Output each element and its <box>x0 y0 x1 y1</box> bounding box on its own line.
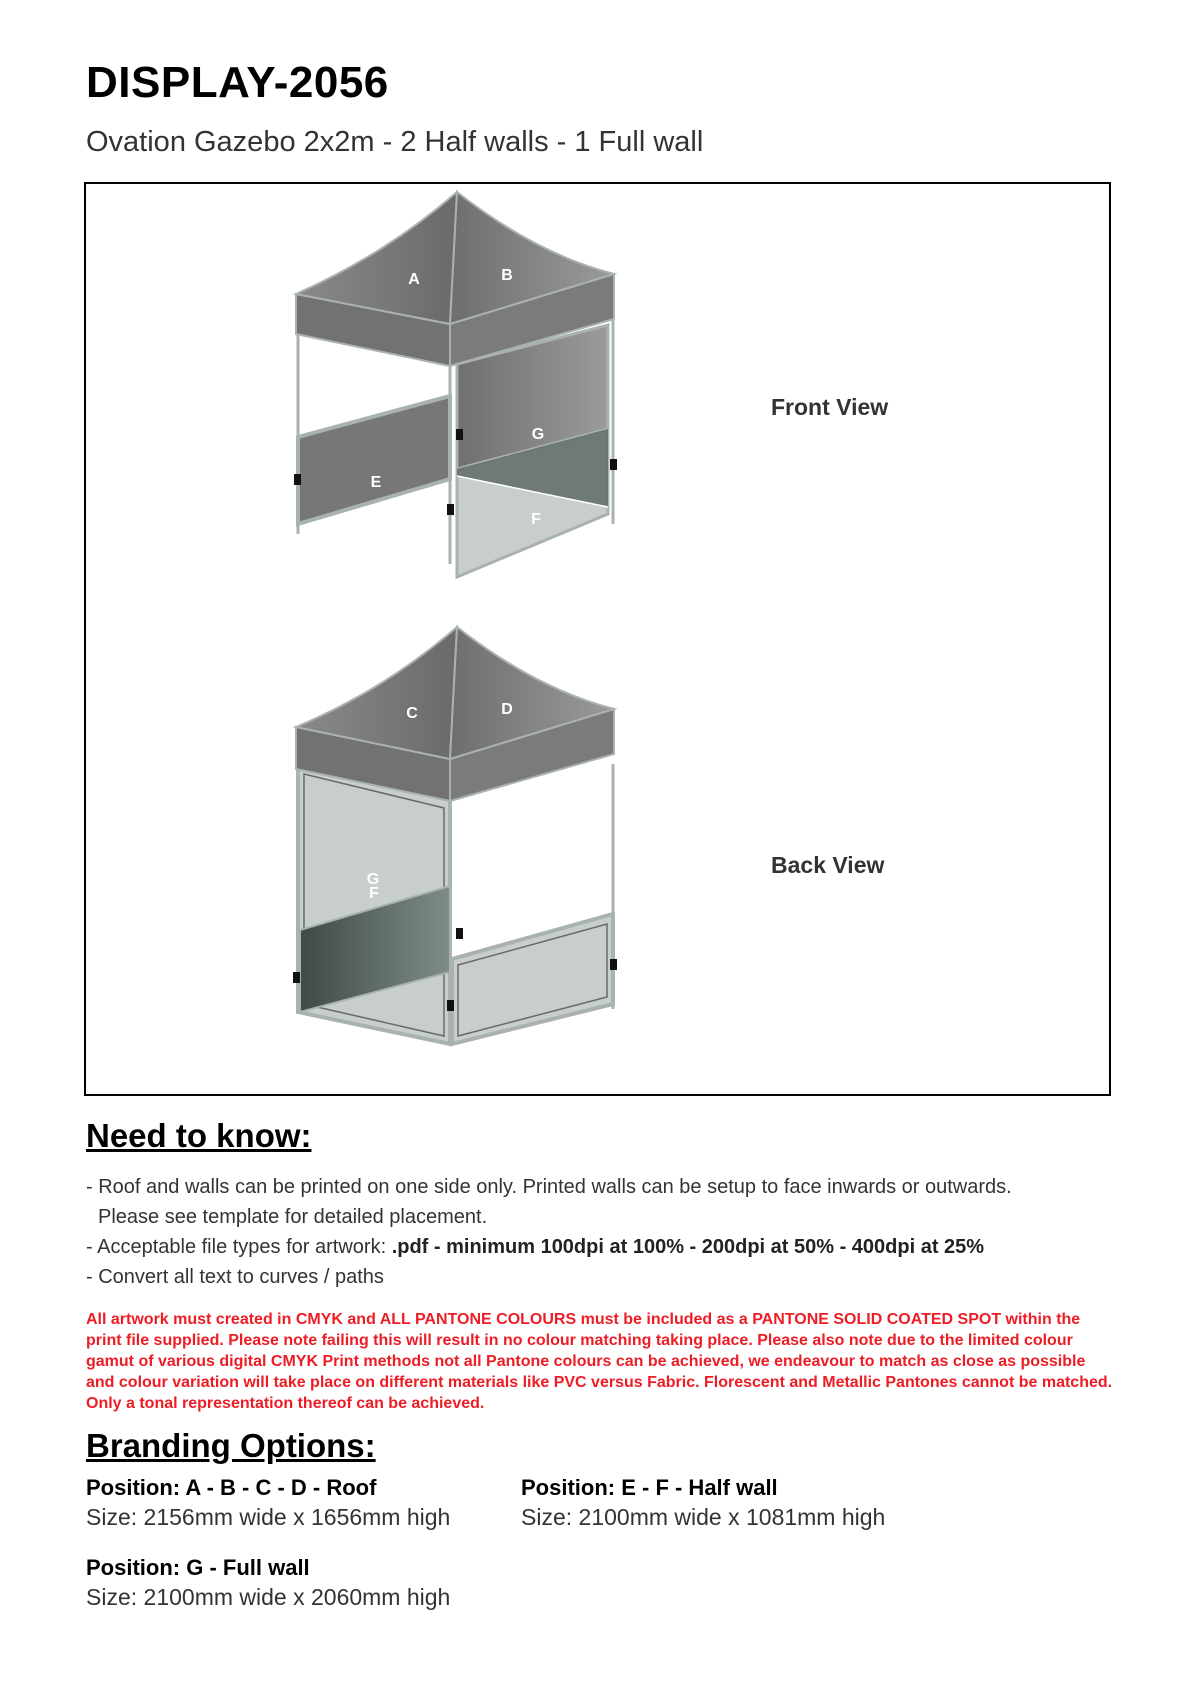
front-view-label: Front View <box>771 394 889 420</box>
front-label-g: G <box>531 426 545 443</box>
front-label-f: F <box>531 511 541 528</box>
back-clip-3 <box>447 1000 454 1011</box>
back-label-e: E <box>526 919 538 936</box>
branding-option-half-wall <box>521 1474 885 1532</box>
gazebo-diagram <box>86 184 1109 1094</box>
back-view-label: Back View <box>771 852 885 878</box>
front-wall-e <box>298 396 450 524</box>
option-size: Size: 2100mm wide x 1081mm high <box>521 1504 886 1530</box>
note-line-2 <box>86 1232 1126 1262</box>
back-clip-1 <box>293 972 300 983</box>
back-clip-2 <box>456 928 463 939</box>
option-size: Size: 2100mm wide x 2060mm high <box>86 1584 451 1610</box>
option-position: Position: G - Full wall <box>86 1555 310 1580</box>
front-view-gazebo <box>294 192 617 577</box>
front-label-e: E <box>370 474 382 491</box>
page-subtitle: Ovation Gazebo 2x2m - 2 Half walls - 1 Full wall <box>86 126 704 158</box>
diagram-frame <box>84 182 1111 1096</box>
back-clip-4 <box>610 959 617 970</box>
front-clip-4 <box>610 459 617 470</box>
note-line-1b: Please see template for detailed placement. <box>98 1206 488 1228</box>
note-line-3: - Convert all text to curves / paths <box>86 1266 384 1288</box>
need-to-know-heading: Need to know: <box>86 1117 312 1154</box>
cmyk-warning: All artwork must created in CMYK and ALL PANTONE COLOURS must be included as a PANTONE SOLID COATED SPOT within the print file supplied. Please note failing this will result in no colour matching taking place. Please also note due to the limited colour gamut of various digital CMYK Print methods not all Pantone colours can be achieved, we endeavour to match as close as possible and colour variation will take place on different materials like PVC versus Fabric. Florescent and Metallic Pantones cannot be matched. Only a tonal representation thereof can be achieved. <box>86 1311 1113 1412</box>
back-view-gazebo <box>293 627 617 1044</box>
option-position: Position: E - F - Half wall <box>521 1475 778 1500</box>
option-size: Size: 2156mm wide x 1656mm high <box>86 1504 451 1530</box>
note-line-2-prefix: - Acceptable file types for artwork: <box>86 1236 392 1258</box>
branding-option-full-wall <box>86 1554 450 1612</box>
option-position: Position: A - B - C - D - Roof <box>86 1475 377 1500</box>
branding-options-heading: Branding Options: <box>86 1427 376 1464</box>
need-to-know-list <box>86 1172 1126 1292</box>
front-label-a: A <box>408 271 420 288</box>
back-label-g: G <box>366 871 380 888</box>
back-label-c: C <box>406 705 418 722</box>
page-title: DISPLAY-2056 <box>86 58 389 107</box>
back-label-d: D <box>501 701 513 718</box>
back-label-f: F <box>369 885 379 902</box>
front-clip-3 <box>447 504 454 515</box>
front-label-b: B <box>501 267 513 284</box>
note-line-2-spec: .pdf - minimum 100dpi at 100% - 200dpi at 50% - 400dpi at 25% <box>391 1236 985 1258</box>
note-line-1: - Roof and walls can be printed on one side only. Printed walls can be setup to face inwards or outwards. <box>86 1176 1012 1198</box>
branding-option-roof <box>86 1474 450 1532</box>
front-clip-1 <box>294 474 301 485</box>
front-clip-2 <box>456 429 463 440</box>
